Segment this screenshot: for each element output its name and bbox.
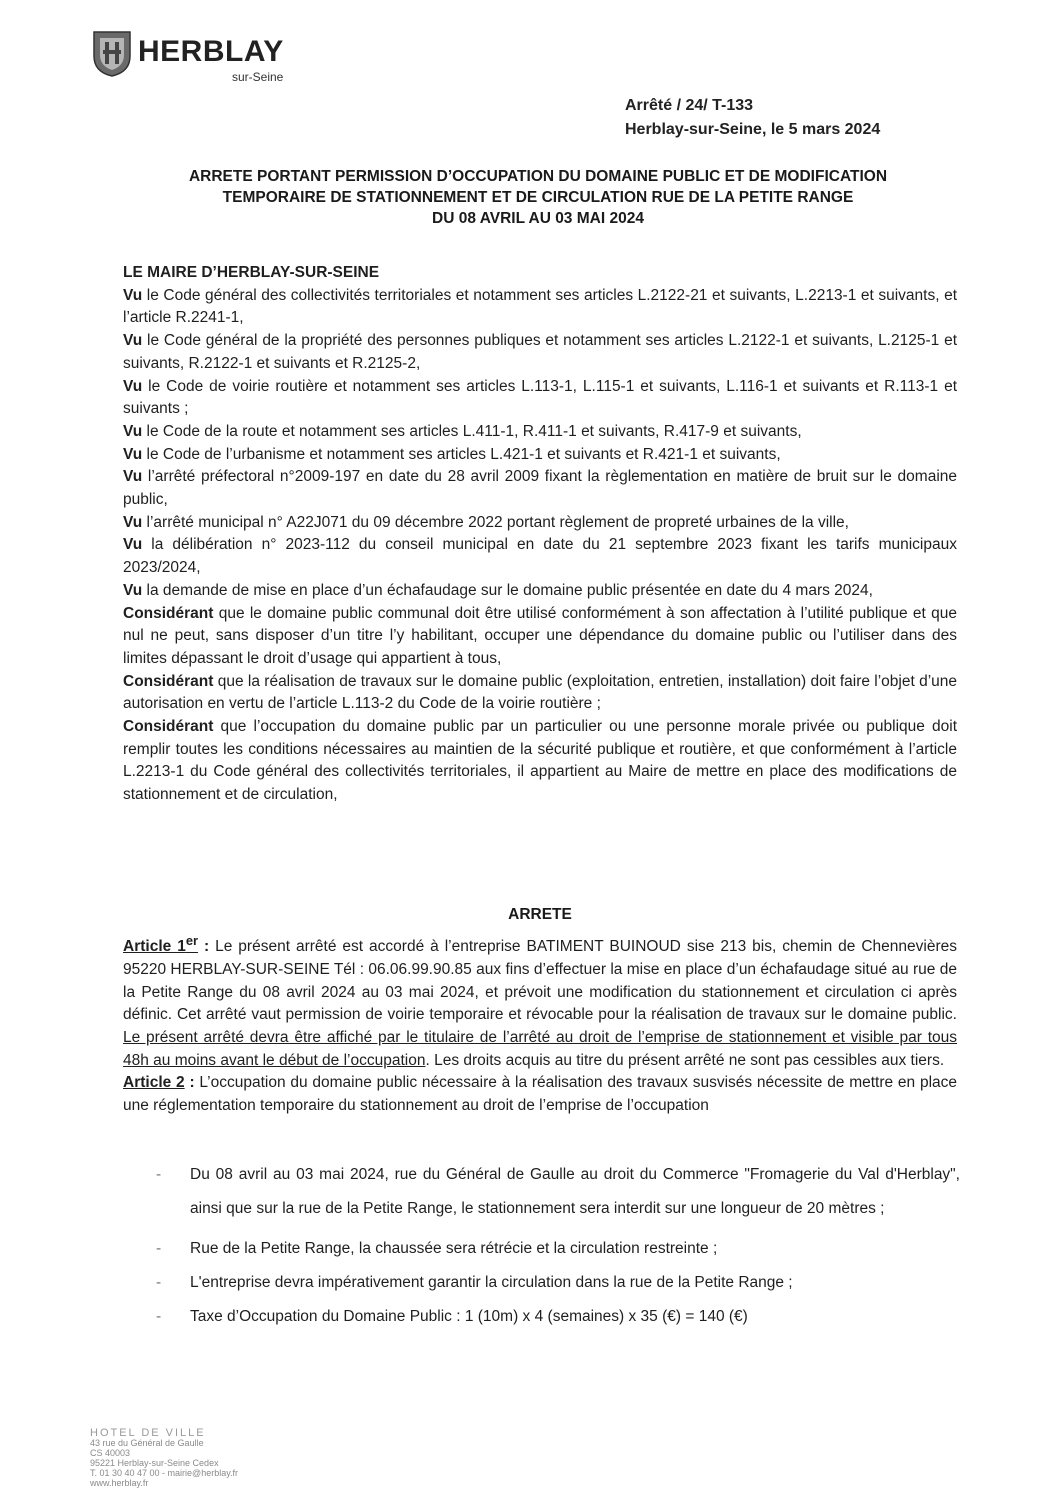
articles (123, 930, 957, 1118)
considerant-label: Considérant (123, 718, 214, 736)
footer-heading: HOTEL DE VILLE (90, 1427, 206, 1439)
visa-text: l’arrêté préfectoral n°2009-197 en date du 28 avril 2009 fixant la règlementation en matière de bruit sur le domaine public, (123, 468, 957, 509)
article-1-underlined: Le présent arrêté devra être affiché par le titulaire de l’arrêté au droit de l’emprise de stationnement et visible par tous 48h au moins avant le début de l’occupation (123, 1028, 957, 1069)
visa (123, 285, 957, 330)
vu-label: Vu (123, 581, 143, 599)
visa-text: le Code de voirie routière et notamment ses articles L.113-1, L.115-1 et suivants, L.116-1 et suivants et R.113-1 et suivants ; (123, 377, 957, 418)
list-item (150, 1272, 960, 1294)
visa-text: le Code général des collectivités territoriales et notamment ses articles L.2122-21 et suivants, L.2213-1 et suivants, et l’article R.2241-1, (123, 286, 957, 327)
article-1-text: Le présent arrêté est accordé à l’entreprise BATIMENT BUINOUD sise 213 bis, chemin de Chennevières 95220 HERBLAY-SUR-SEINE Tél : 06.06.99.90.85 aux fins d’effectuer la mise en place d’un échafaudage situé au rue de la Petite Range du 08 avril 2024 au 03 mai 2024, et prévoit une modification du stationnement et circulation ci après définic. Cet arrêté vaut permission de voirie temporaire et révocable pour la réalisation de travaux sur le domaine public. (123, 938, 957, 1024)
logo-subtitle: sur-Seine (232, 70, 284, 84)
bullet-dash: - (156, 1274, 162, 1291)
visa-text: l’arrêté municipal n° A22J071 du 09 décembre 2022 portant règlement de propreté urbaines de la ville, (142, 513, 849, 531)
article-1-label (123, 933, 199, 956)
list-item (150, 1306, 960, 1328)
title-line: ARRETE PORTANT PERMISSION D’OCCUPATION DU DOMAINE PUBLIC ET DE MODIFICATION (188, 168, 888, 185)
vu-label: Vu (123, 513, 143, 531)
visa (123, 580, 957, 603)
visa (123, 534, 957, 579)
article-2-text: L’occupation du domaine public nécessaire à la réalisation des travaux susvisés nécessite de mettre en place une réglementation temporaire du stationnement au droit de l’emprise de l’occupation (123, 1074, 958, 1115)
title-line: DU 08 AVRIL AU 03 MAI 2024 (432, 210, 644, 227)
vu-label: Vu (123, 332, 143, 350)
article-1-sup: er (185, 933, 199, 948)
considerant (123, 603, 957, 671)
visa (123, 376, 957, 421)
visa-text: la délibération n° 2023-112 du conseil municipal en date du 21 septembre 2023 fixant les tarifs municipaux 2023/2024, (123, 536, 957, 577)
list-item (150, 1238, 960, 1260)
vu-label: Vu (123, 377, 143, 395)
considerant-label: Considérant (123, 672, 214, 690)
article-1 (123, 930, 957, 1072)
visa (123, 421, 957, 444)
visa-text: le Code de la route et notamment ses articles L.411-1, R.411-1 et suivants, R.417-9 et suivants, (142, 422, 802, 440)
reference-block (625, 94, 880, 142)
considerant-text: que l’occupation du domaine public par un particulier ou une personne morale privée ou publique doit remplir toutes les conditions nécessaires au maintien de la sécurité publique et routière, et que conformément à l’article L.2213-1 du Code général des collectivités territoriales, il appartient au Maire de mettre en place des modifications de stationnement et de circulation, (123, 718, 957, 804)
city-emblem-icon (90, 28, 134, 78)
article-2-label: Article 2 (123, 1074, 185, 1092)
list-item-text: Taxe d’Occupation du Domaine Public : 1 (10m) x 4 (semaines) x 35 (€) = 140 (€) (190, 1308, 748, 1325)
vu-label: Vu (123, 422, 143, 440)
logo-name: HERBLAY (138, 35, 284, 68)
herblay-logo (90, 28, 310, 88)
visa-text: le Code général de la propriété des personnes publiques et notamment ses articles L.2122-1 et suivants, L.2125-1 et suivants, R.2122-1 et suivants et R.2125-2, (123, 332, 957, 372)
mayor-heading: LE MAIRE D’HERBLAY-SUR-SEINE (123, 264, 380, 281)
list-item-text: Rue de la Petite Range, la chaussée sera rétrécie et la circulation restreinte ; (190, 1240, 718, 1257)
footer-line: CS 40003 (90, 1448, 131, 1458)
list-item-text: L'entreprise devra impérativement garantir la circulation dans la rue de la Petite Range ; (190, 1274, 793, 1291)
visa (123, 466, 957, 511)
article-1-label-text: Article 1 (123, 938, 186, 956)
vu-label: Vu (123, 468, 143, 486)
measures-list (150, 1164, 960, 1340)
considerant-label: Considérant (123, 604, 214, 622)
article-separator: : (198, 938, 216, 956)
list-item-text: Du 08 avril au 03 mai 2024, rue du Général de Gaulle au droit du Commerce "Fromagerie du Val d'Herblay", ainsi que sur la rue de la Petite Range, le stationnement sera interdit sur une longueur de 20 mètres ; (190, 1166, 960, 1217)
footer-line: 95221 Herblay-sur-Seine Cedex (90, 1458, 219, 1468)
preamble (123, 262, 957, 807)
visa-text: la demande de mise en place d’un échafaudage sur le domaine public présentée en date du 4 mars 2024, (142, 581, 873, 599)
visa (123, 444, 957, 467)
visa (123, 330, 957, 375)
document-title (110, 166, 966, 229)
visa (123, 512, 957, 535)
list-item (150, 1158, 960, 1226)
footer-line: www.herblay.fr (90, 1478, 149, 1488)
title-line: TEMPORAIRE DE STATIONNEMENT ET DE CIRCULATION RUE DE LA PETITE RANGE (222, 189, 854, 206)
article-separator: : (184, 1074, 200, 1092)
considerant-text: que le domaine public communal doit être utilisé conformément à son affectation à l’utilité publique et que nul ne peut, sans disposer d’un titre l’y habilitant, occuper une dépendance du domaine public ou l’utiliser dans des limites dépassant le droit d’usage qui appartient à tous, (123, 604, 957, 667)
vu-label: Vu (123, 536, 143, 554)
bullet-dash: - (156, 1240, 162, 1257)
vu-label: Vu (123, 286, 143, 304)
footer-line: T. 01 30 40 47 00 - mairie@herblay.fr (90, 1468, 239, 1478)
bullet-dash: - (156, 1308, 162, 1325)
visa-text: le Code de l’urbanisme et notamment ses articles L.421-1 et suivants et R.421-1 et suivants, (142, 445, 781, 463)
place-date: Herblay-sur-Seine, le 5 mars 2024 (625, 121, 881, 138)
footer-line: 43 rue du Général de Gaulle (90, 1438, 204, 1448)
vu-label: Vu (123, 445, 143, 463)
footer-address (90, 1428, 238, 1488)
considerant (123, 716, 957, 807)
bullet-dash: - (156, 1166, 162, 1183)
considerant (123, 671, 957, 716)
article-1-end: . Les droits acquis au titre du présent arrêté ne sont pas cessibles aux tiers. (425, 1051, 945, 1069)
arrete-heading: ARRETE (508, 906, 572, 923)
considerant-text: que la réalisation de travaux sur le domaine public (exploitation, entretien, installation) doit faire l’objet d’une autorisation en vertu de l’article L.113-2 du Code de la voirie routière ; (123, 672, 958, 713)
article-2 (123, 1072, 957, 1117)
arrete-number: Arrêté / 24/ T-133 (625, 97, 754, 114)
